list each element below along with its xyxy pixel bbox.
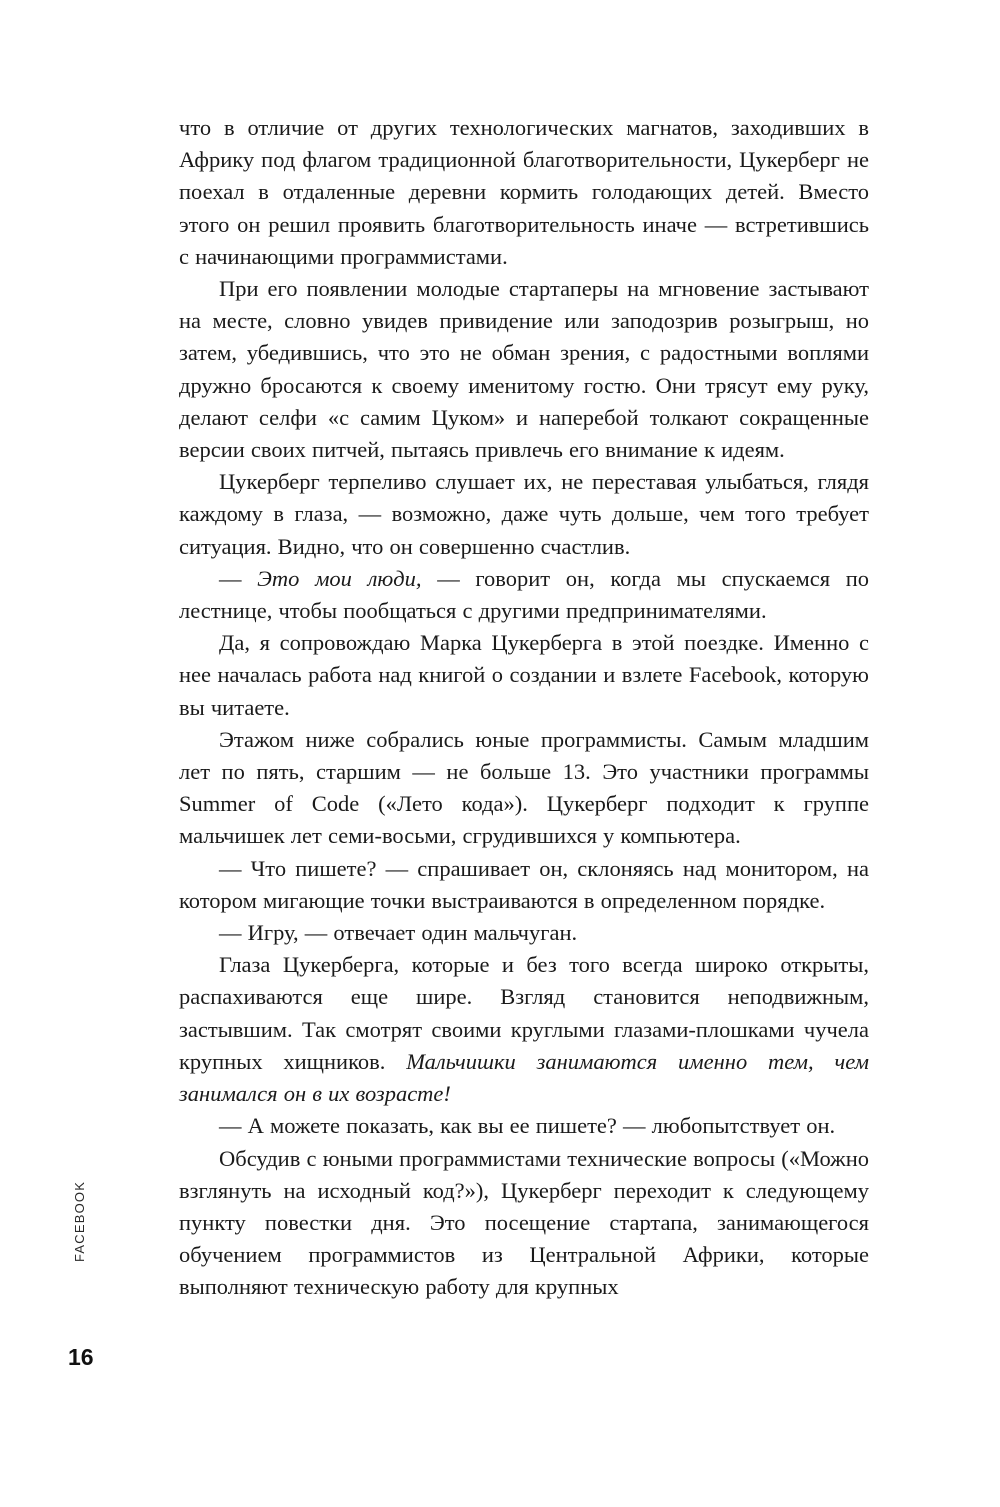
text-run: Да, я сопровождаю Марка Цукерберга в этой поездке. Именно с нее началась работа над книгой о создании и взлете Facebook, которую вы читаете. (179, 630, 869, 720)
paragraph (179, 949, 869, 1110)
text-run: Обсудив с юными программистами технические вопросы («Можно взглянуть на исходный код?»), Цукерберг переходит к следующему пункту повестки дня. Это посещение стартапа, занимающегося обучением программистов из Центральной Африки, которые выполняют техническую работу для крупных (179, 1145, 869, 1300)
paragraph (179, 1143, 869, 1304)
paragraph (179, 466, 869, 563)
dialogue-paragraph (179, 1110, 869, 1142)
dialogue-paragraph (179, 853, 869, 917)
text-run: — говорит он, когда мы спускаемся по лестнице, чтобы пообщаться с другими предпринимателями. (179, 565, 869, 624)
text-run: что в отличие от других технологических магнатов, заходивших в Африку под флагом традиционной благотворительности, Цукерберг не поехал в отдаленные деревни кормить голодающих детей. Вместо этого он решил проявить благотворительность иначе — встретившись с начинающими программистами. (179, 115, 869, 269)
italic-thought: Мальчишки занимаются именно тем, чем занимался он в их возрасте! (179, 1048, 869, 1107)
italic-quote: Это мои люди, (257, 565, 422, 591)
text-run: — (219, 565, 258, 591)
paragraph (179, 627, 869, 724)
text-run: При его появлении молодые стартаперы на мгновение застывают на месте, словно увидев привидение или заподозрив розыгрыш, но затем, убедившись, что это не обман зрения, с радостными воплями дружно бросаются к своему именитому гостю. Они трясут ему руку, делают селфи «с самим Цуком» и наперебой толкают сокращенные версии своих питчей, пытаясь привлечь его внимание к идеям. (179, 276, 869, 463)
text-run: — Игру, — отвечает один мальчуган. (219, 920, 578, 946)
dialogue-paragraph (179, 917, 869, 949)
text-run: Этажом ниже собрались юные программисты. Самым младшим лет по пять, старшим — не больше 13. Это участники программы Summer of Code («Лето кода»). Цукерберг подходит к группе мальчишек лет семи-восьми, сгрудившихся у компьютера. (179, 726, 869, 849)
running-head: FACEBOOK (72, 1180, 87, 1262)
text-run: — Что пишете? — спрашивает он, склоняясь над монитором, на котором мигающие точки выстраиваются в определенном порядке. (179, 855, 869, 913)
paragraph (179, 273, 869, 466)
paragraph (179, 724, 869, 853)
dialogue-paragraph (179, 563, 869, 627)
text-run: Цукерберг терпеливо слушает их, не переставая улыбаться, глядя каждому в глаза, — возможно, даже чуть дольше, чем того требует ситуация. Видно, что он совершенно счастлив. (179, 469, 869, 559)
page-number: 16 (68, 1344, 94, 1370)
body-text (179, 112, 869, 1304)
text-run: — А можете показать, как вы ее пишете? — любопытствует он. (219, 1113, 836, 1139)
text-run: Глаза Цукерберга, которые и без того всегда широко открыты, распахиваются еще шире. Взгляд становится неподвижным, застывшим. Так смотрят своими круглыми глазами-плошками чучела крупных хищников. (179, 952, 869, 1074)
paragraph (179, 112, 869, 273)
